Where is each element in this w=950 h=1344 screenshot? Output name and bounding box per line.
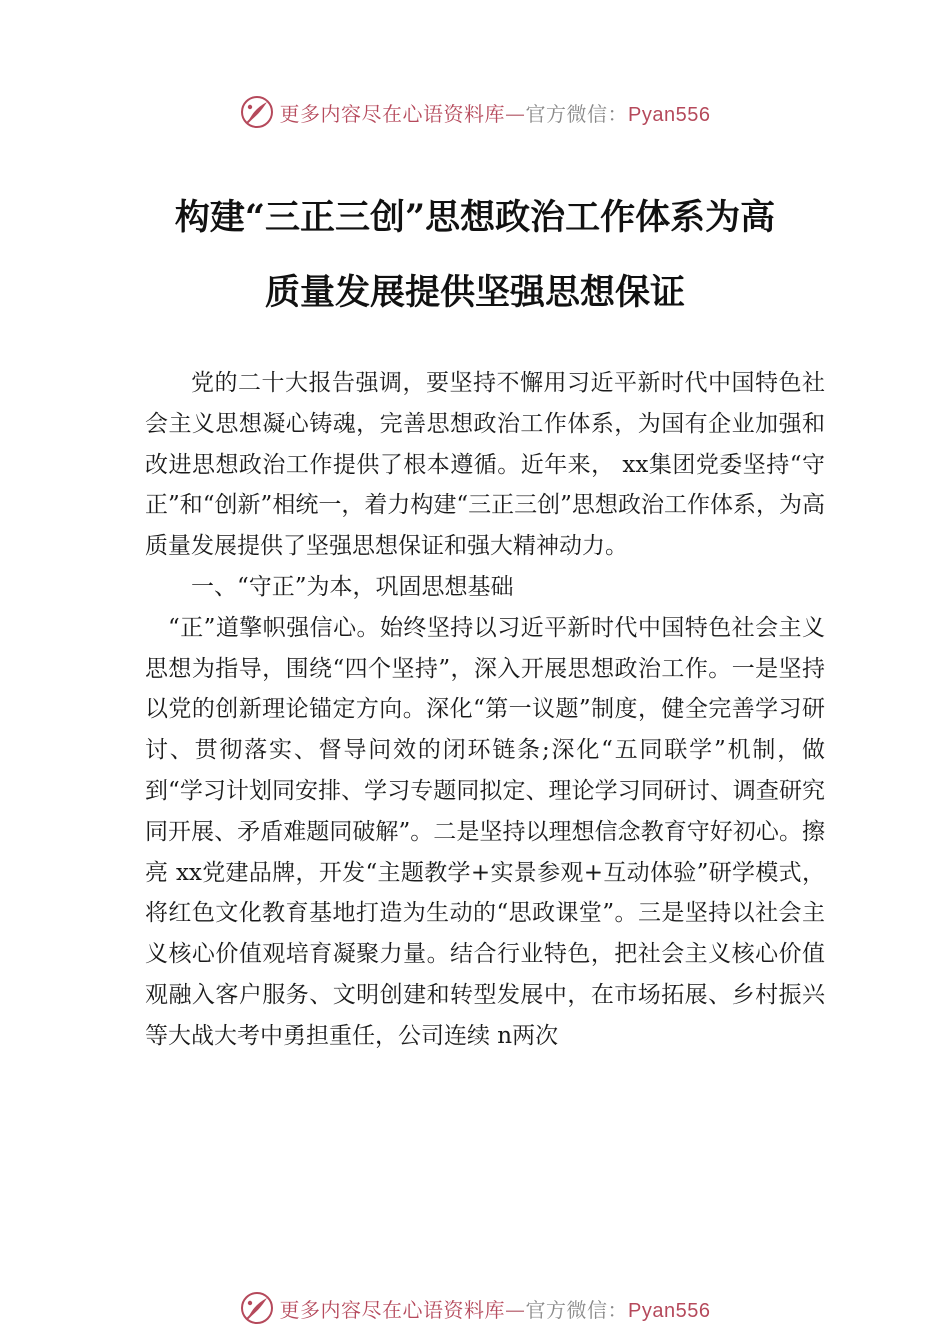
footer-banner (0, 1288, 950, 1328)
section-1-heading: 一、“守正”为本，巩固思想基础 (191, 573, 514, 600)
section-1-paragraph: “正”道擎帜强信心。始终坚持以习近平新时代中国特色社会主义思想为指导，围绕“四个坚持”，深入开展思想政治工作。一是坚持以党的创新理论锚定方向。深化“第一议题”制度，健全完善学习研讨、贯彻落实、督导问效的闭环链条;深化“五同联学”机制，做到“学习计划同安排、学习专题同拟定、理论学习同研讨、调查研究同开展、矛盾难题同破解”。二是坚持以理想信念教育守好初心。擦亮 xx党建品牌，开发“主题教学+实景参观+互动体验”研学模式，将红色文化教育基地打造为生动的“思政课堂”。三是坚持以社会主义核心价值观培育凝聚力量。结合行业特色，把社会主义核心价值观融入客户服务、文明创建和转型发展中，在市场拓展、乡村振兴等大战大考中勇担重任，公司连续 n两次 (145, 614, 825, 1049)
header-separator: — (505, 101, 526, 126)
footer-wechat-id: Pyan556 (628, 1299, 711, 1322)
feather-pen-logo-icon (240, 1291, 274, 1325)
header-brand-text: 更多内容尽在心语资料库 (279, 101, 506, 126)
document-title-line-2: 质量发展提供坚强思想保证 (264, 272, 685, 313)
footer-separator: — (505, 1297, 526, 1322)
header-text (280, 98, 711, 127)
header-banner (0, 92, 950, 132)
footer-text (280, 1294, 711, 1323)
footer-brand-text: 更多内容尽在心语资料库 (279, 1297, 506, 1322)
footer-wechat-label: 官方微信： (525, 1297, 629, 1322)
header-wechat-id: Pyan556 (628, 103, 711, 126)
intro-paragraph: 党的二十大报告强调，要坚持不懈用习近平新时代中国特色社会主义思想凝心铸魂，完善思想政治工作体系，为国有企业加强和改进思想政治工作提供了根本遵循。近年来， xx集团党委坚持“守正”和“创新”相统一，着力构建“三正三创”思想政治工作体系，为高质量发展提供了坚强思想保证和强大精神动力。 (145, 370, 825, 560)
document-body (145, 363, 825, 1057)
document-title-line-1: 构建“三正三创”思想政治工作体系为高 (174, 197, 776, 238)
header-wechat-label: 官方微信： (525, 101, 629, 126)
feather-pen-logo-icon (240, 95, 274, 129)
